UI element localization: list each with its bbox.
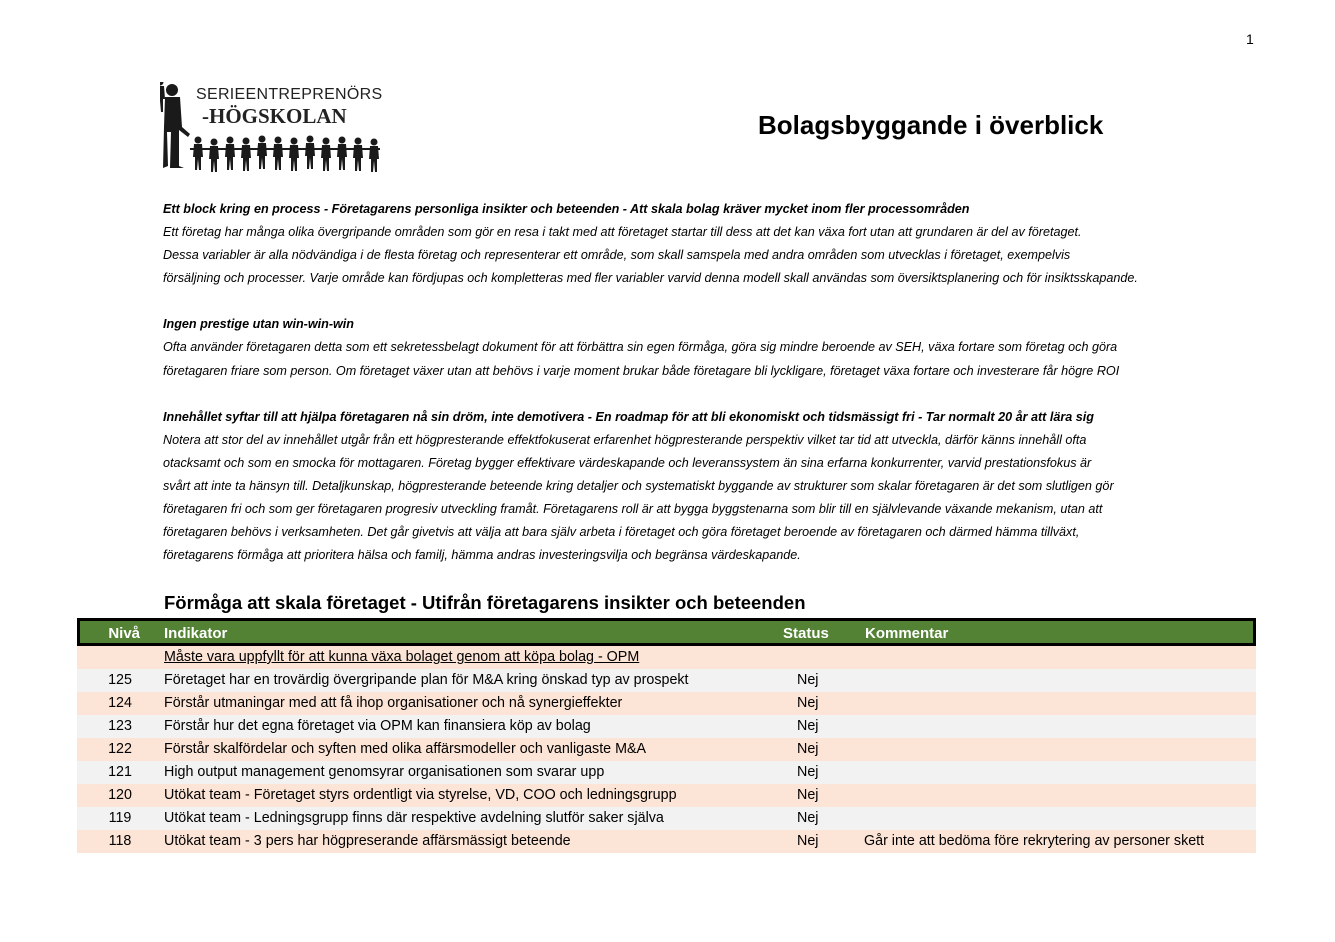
cell-status: Nej: [797, 695, 819, 711]
intro-line: företagaren behövs i verksamheten. Det går givetvis att välja att bara själv arbeta i företaget och göra företaget beroende av företagaren och därmed hämma tillväxt,: [163, 525, 1080, 540]
table-row: [77, 738, 1256, 761]
header-niva: Nivå: [108, 625, 140, 642]
cell-indikator: Utökat team - Företaget styrs ordentligt via styrelse, VD, COO och ledningsgrupp: [164, 787, 677, 803]
table-row: [77, 761, 1256, 784]
intro-heading: Ett block kring en process - Företagarens personliga insikter och beteenden - Att skala bolag kräver mycket inom fler processområden: [163, 202, 970, 216]
page-number: 1: [1246, 31, 1254, 47]
intro-paragraph: [163, 406, 1223, 568]
cell-status: Nej: [797, 718, 819, 734]
intro-line: Ofta använder företagaren detta som ett sekretessbelagt dokument för att förbättra sin egen förmåga, göra sig mindre beroende av SEH, växa fortare som företag och göra: [163, 340, 1118, 355]
cell-niva: 125: [108, 672, 132, 688]
table-row: [77, 807, 1256, 830]
logo-text-line1: SERIEENTREPRENÖRS: [196, 86, 383, 103]
intro-line: företagarens förmåga att prioritera hälsa och familj, hämma andras investeringsvilja och begränsa värdeskapande.: [163, 548, 801, 563]
table-header: [77, 618, 1256, 646]
intro-line: företagaren friare som person. Om företaget växer utan att behövs i varje moment brukar både företagare bli lyckligare, företaget växa fortare och investerare får högre ROI: [163, 363, 1120, 378]
intro-heading: Innehållet syftar till att hjälpa företagaren nå sin dröm, inte demotivera - En roadmap för att bli ekonomiskt och tidsmässigt fri - Tar normalt 20 år att lära sig: [163, 409, 1094, 424]
cell-status: Nej: [797, 787, 819, 803]
cell-indikator: Förstår hur det egna företaget via OPM kan finansiera köp av bolag: [164, 718, 591, 734]
cell-niva: 123: [108, 718, 132, 734]
cell-status: Nej: [797, 810, 819, 826]
cell-indikator: Förstår skalfördelar och syften med olika affärsmodeller och vanligaste M&A: [164, 741, 647, 757]
header-status: Status: [783, 625, 829, 642]
table-row: [77, 692, 1256, 715]
intro-paragraph: [163, 313, 1223, 382]
cell-status: Nej: [797, 672, 819, 688]
cell-niva: 119: [108, 810, 132, 826]
cell-status: Nej: [797, 741, 819, 757]
cell-indikator: Utökat team - Ledningsgrupp finns där respektive avdelning slutför saker själva: [164, 810, 664, 826]
intro-paragraph: [163, 198, 1223, 290]
intro-line: svårt att inte ta hänsyn till. Detaljkunskap, högpresterande beteende kring detaljer och systematiskt byggande av strukturer som skalar företagaren är det som slutligen gör: [163, 478, 1114, 493]
cell-niva: 124: [108, 695, 132, 711]
header-kommentar: Kommentar: [865, 625, 949, 642]
intro-line: försäljning och processer. Varje område kan fördjupas och kompletteras med fler variabler varvid denna modell skall användas som översiktsplanering och för insiktsskapande.: [163, 271, 1138, 286]
table-row: [77, 830, 1256, 853]
cell-niva: 120: [108, 787, 132, 803]
cell-indikator: Förstår utmaningar med att få ihop organisationer och nå synergieffekter: [164, 695, 623, 711]
group-label: Måste vara uppfyllt för att kunna växa bolaget genom att köpa bolag - OPM: [164, 649, 640, 665]
table-row: [77, 669, 1256, 692]
cell-niva: 121: [108, 764, 132, 780]
cell-indikator: Utökat team - 3 pers har högpreserande affärsmässigt beteende: [164, 833, 571, 849]
intro-line: Dessa variabler är alla nödvändiga i de flesta företag och representerar ett område, som skall samspela med andra områden som utvecklas i företaget, exempelvis: [163, 248, 1071, 263]
table-group-row: [77, 646, 1256, 669]
cell-kommentar: Går inte att bedöma före rekrytering av personer skett: [864, 833, 1205, 849]
table-row: [77, 784, 1256, 807]
section-title: Förmåga att skala företaget - Utifrån företagarens insikter och beteenden: [164, 592, 806, 613]
logo: [160, 82, 385, 172]
table-row: [77, 715, 1256, 738]
cell-status: Nej: [797, 833, 819, 849]
cell-status: Nej: [797, 764, 819, 780]
indicator-table: [77, 618, 1256, 853]
intro-line: Notera att stor del av innehållet utgår från ett högpresterande effektfokuserat erfarenhet högpresterande perspektiv vilket tar tid att utveckla, därför känns innehåll ofta: [163, 432, 1087, 447]
logo-text-line2: -HÖGSKOLAN: [202, 104, 347, 128]
intro-text: [163, 198, 1223, 590]
intro-line: otacksamt och som en smocka för mottagaren. Företag bygger effektivare värdeskapande och leveranssystem än sina erfarna konkurrenter, varvid prestationsfokus är: [163, 455, 1092, 470]
cell-niva: 122: [108, 741, 132, 757]
cell-indikator: Företaget har en trovärdig övergripande plan för M&A kring önskad typ av prospekt: [164, 672, 689, 688]
cell-indikator: High output management genomsyrar organisationen som svarar upp: [164, 764, 605, 780]
intro-line: Ett företag har många olika övergripande områden som gör en resa i takt med att företaget startar till dess att det kan växa fort utan att grundaren är del av företaget.: [163, 225, 1082, 240]
intro-line: företagaren fri och som ger företagaren progresiv utveckling framåt. Företagarens roll är att bygga byggstenarna som blir till en självlevande växande mekanism, utan att: [163, 502, 1103, 517]
cell-niva: 118: [108, 833, 132, 849]
page-title: Bolagsbyggande i överblick: [758, 110, 1104, 140]
header-indikator: Indikator: [164, 625, 228, 642]
intro-heading: Ingen prestige utan win-win-win: [163, 317, 355, 332]
